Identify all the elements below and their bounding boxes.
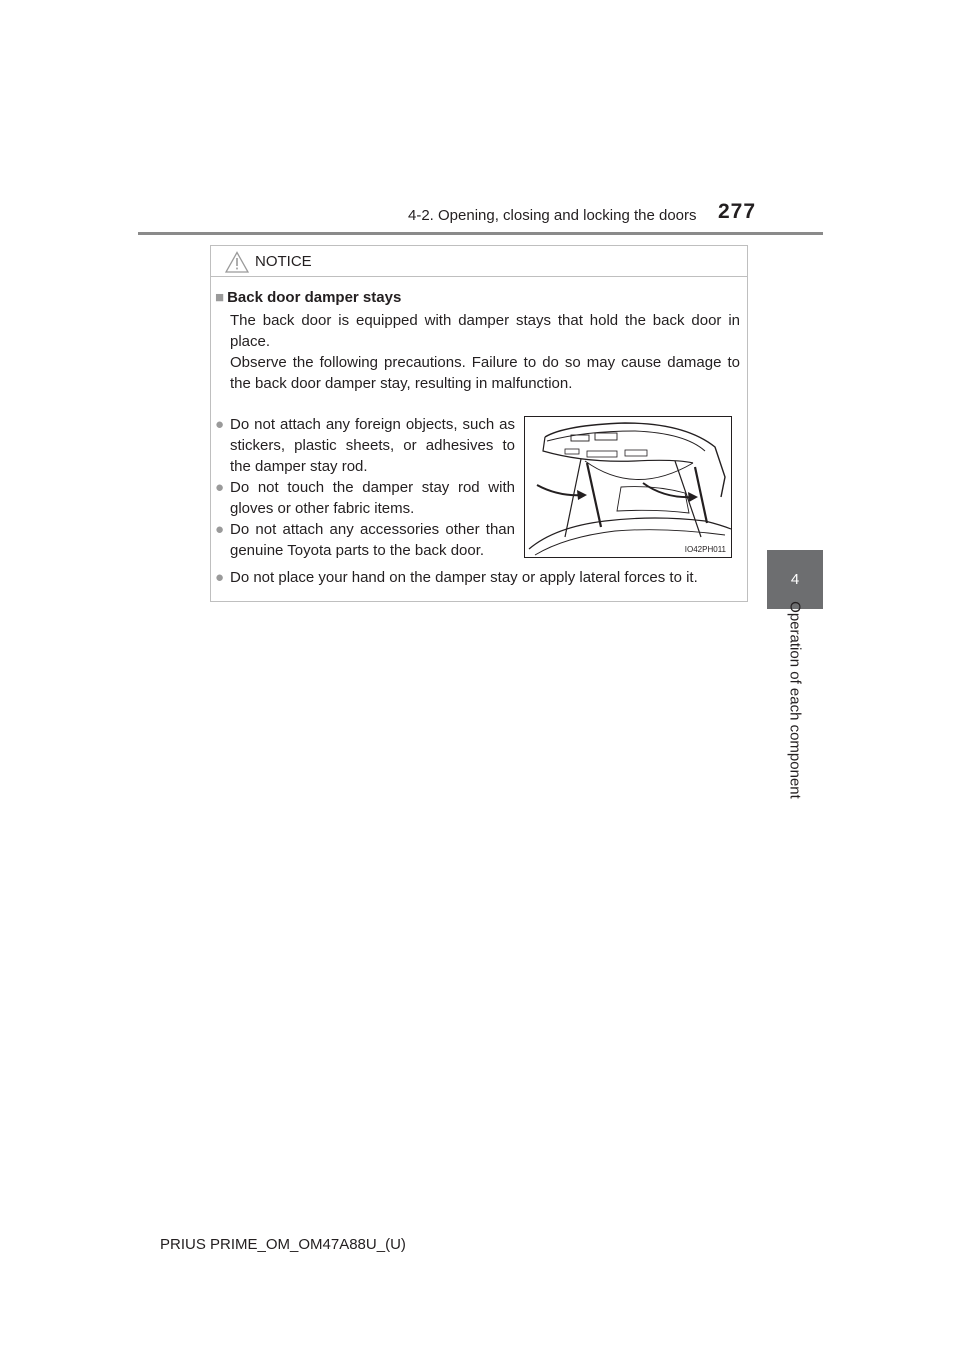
section-title-text: Back door damper stays [227,289,402,306]
chapter-number: 4 [790,571,800,588]
chapter-label-container [767,601,823,799]
page-number: 277 [718,200,757,223]
circle-bullet-icon: ● [215,416,225,433]
paragraph: Observe the following precautions. Failure to do so may cause damage to the back door damper stay, resulting in malfunction. [230,354,740,392]
chapter-tab [767,550,823,609]
paragraph: The back door is equipped with damper stays that hold the back door in place. [230,312,740,350]
warning-triangle-icon [225,251,249,273]
header-divider [138,232,823,235]
circle-bullet-icon: ● [215,569,225,586]
footer-model-code: PRIUS PRIME_OM_OM47A88U_(U) [160,1236,406,1253]
section-title [215,289,401,306]
list-item-text: Do not touch the damper stay rod with gloves or other fabric items. [230,479,515,517]
square-bullet-icon: ■ [215,289,225,306]
circle-bullet-icon: ● [215,479,225,496]
list-item-text: Do not place your hand on the damper stay or apply lateral forces to it. [230,569,698,586]
section-header-title: 4-2. Opening, closing and locking the doors [408,207,697,224]
circle-bullet-icon: ● [215,521,225,538]
chapter-label: Operation of each component [786,601,804,799]
notice-header [211,246,747,277]
back-door-illustration [524,416,732,558]
list-item-text: Do not attach any accessories other than genuine Toyota parts to the back door. [230,521,515,559]
illustration-code: IO42PH011 [684,545,726,554]
notice-label: NOTICE [255,253,312,270]
back-door-damper-drawing [525,417,731,557]
list-item-text: Do not attach any foreign objects, such as stickers, plastic sheets, or adhesives to the damper stay rod. [230,416,515,475]
